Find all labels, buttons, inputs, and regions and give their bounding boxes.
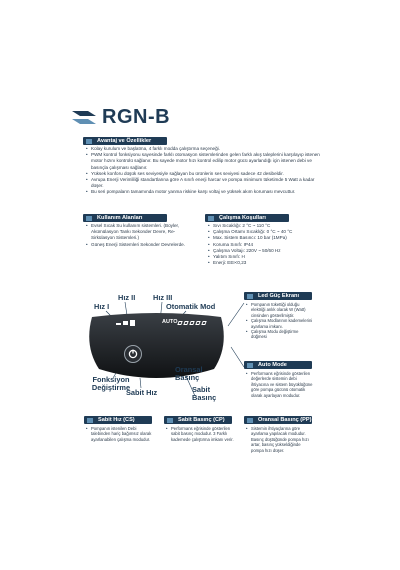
list-item: • Performans eğrisinde gösterilen değerlerde sistemin debi ihtiyacına ve sistem büyüklüğüne göre pompa gücünü otomatik olarak ayarlayan modudur.	[246, 371, 314, 398]
list-item: • Pompanın istenilen Debi talebinden hariç bağımsız olarak ayarlanabilen çalışma modudur.	[86, 426, 154, 442]
list-item: • Kolay kurulum ve başlatma, 4 farklı modda çalıştırma seçeneği.	[86, 146, 322, 152]
usage-header	[83, 214, 167, 222]
list-item: • PWM kontrol fonksiyonu sayesinde farklı otomasyon sistemlerinden gelen farklı akış taleplerini karşılayıp istenen motor hızını kontrolü sağlanır. Bu sayede motor hızı kontrol edilip motor gücü ayarlandığı için istenen debi ve basınçla çalışması sağlanır.	[86, 152, 322, 171]
list-item: • Çalışma Voltajı: 220V ~ 50/60 Hz	[208, 248, 318, 254]
section-square-icon	[247, 418, 253, 423]
label-speed-2: Hız II	[118, 293, 136, 302]
list-item: • Çalışma Modu değiştirme düğmesi	[246, 329, 314, 340]
section-square-icon	[247, 363, 253, 368]
section-square-icon	[86, 216, 92, 221]
led-header	[244, 292, 312, 300]
led-marker-2	[183, 321, 188, 325]
list-item: • Yalıtım Sınıfı: H	[208, 254, 318, 260]
section-square-icon	[86, 139, 92, 144]
led-bar-2	[123, 321, 128, 325]
usage-header-label: Kullanım Alanları	[97, 215, 143, 221]
list-item: • Yüksek konforu düşük ses seviyesiyle sağlayan bu ürünlerin ses seviyesi sadece 42 desibeldir.	[86, 171, 322, 177]
fixed-speed-header	[84, 416, 152, 424]
led-bar-1	[116, 323, 121, 325]
list-item: • Sıvı Sıcaklığı: 2 °C ~ 110 °C	[208, 223, 318, 229]
auto-led-label: AUTO	[162, 319, 178, 325]
led-marker-3	[189, 321, 194, 325]
features-header	[83, 137, 167, 145]
list-item: • Sistemin ihtiyaçlarına göre ayarlama yapılacak modudur. Basınç düştüğünde pompa hızı artar, basınç yükseldiğinde pompa hızı düşer.	[246, 426, 314, 453]
list-item: • Koruma Sınıfı: IP44	[208, 242, 318, 248]
led-pressure-markers	[178, 321, 206, 325]
fixed-pressure-header	[164, 416, 232, 424]
led-marker-5	[201, 321, 206, 325]
variable-pressure-list	[246, 426, 314, 453]
fixed-speed-header-label: Sabit Hız (CS)	[98, 417, 135, 423]
conditions-header-label: Çalışma Koşulları	[219, 215, 266, 221]
conditions-header	[205, 214, 289, 222]
led-bar-3	[130, 320, 135, 326]
label-variable-pressure: Oransal Basınç	[175, 365, 203, 382]
brand-header	[72, 106, 170, 129]
led-list	[246, 302, 314, 340]
list-item: • Çalışma Modlarının kademelerini ayarlama imkanı.	[246, 318, 314, 329]
list-item: • Performans eğrisinde gösterilen sabit basınç modudur. 3 Farklı kademede çalıştırma imkanı verir.	[166, 426, 234, 442]
led-speed-bars	[116, 320, 142, 326]
fixed-pressure-header-label: Sabit Basınç (CP)	[178, 417, 225, 423]
label-function-change: Fonksiyon Değiştirme	[91, 375, 131, 392]
features-list	[86, 146, 322, 196]
list-item: • Bu seri pompaların tamamında motor yanma riskine karşı voltaj ve yüksek akım koruması mevcuttur.	[86, 189, 322, 195]
section-square-icon	[167, 418, 173, 423]
label-fixed-pressure: Sabit Basınç	[192, 385, 217, 402]
auto-header	[244, 361, 312, 369]
label-fixed-speed: Sabit Hız	[126, 388, 158, 397]
usage-list	[86, 223, 198, 248]
conditions-list	[208, 223, 318, 266]
list-item: • Pompanın tükettiği olduğu elektriği anlık olarak W (Watt) cinsinden gösterilmiştir.	[246, 302, 314, 318]
label-speed-1: Hız I	[94, 302, 110, 311]
list-item: • Güneş Enerji Sistemleri Sekonder Devrelerde.	[86, 242, 198, 248]
auto-header-label: Auto Mode	[258, 362, 287, 368]
auto-list	[246, 371, 314, 398]
function-change-button[interactable]	[124, 345, 142, 363]
led-marker-4	[195, 321, 200, 325]
fixed-speed-list	[86, 426, 154, 442]
features-header-label: Avantaj ve Özellikler	[97, 138, 152, 144]
led-header-label: Led Güç Ekranı	[258, 293, 300, 299]
section-square-icon	[208, 216, 214, 221]
list-item: • Enerji: EEI<0,23	[208, 260, 318, 266]
section-square-icon	[247, 294, 253, 299]
led-marker-1	[177, 321, 182, 325]
fixed-pressure-list	[166, 426, 234, 442]
list-item: • Avrupa Enerji Verimliliği standartlarına göre A sınıfı enerji harcar ve pompa minimum tüketimde 5 Watt a kadar düşer.	[86, 177, 322, 189]
list-item: • Çalışma Ortamı Sıcaklığı: 0 °C ~ 40 °C	[208, 229, 318, 235]
variable-pressure-header	[244, 416, 312, 424]
list-item: • Evsel Sıcak Su kullanım sistemleri. (Boyler, Akümülasyon Tankı Sekonder Devre, Re-Sirkülasyon Sistemleri.)	[86, 223, 198, 242]
section-square-icon	[87, 418, 93, 423]
power-icon	[128, 349, 138, 359]
list-item: • Max. Sistem Basıncı: 10 bar (1MPa)	[208, 235, 318, 241]
product-title: RGN-B	[102, 106, 171, 128]
label-auto-mode: Otomatik Mod	[166, 302, 216, 311]
label-speed-3: Hız III	[153, 293, 173, 302]
variable-pressure-header-label: Oransal Basınç (PP)	[258, 417, 312, 423]
rgn-logo-icon	[72, 109, 96, 127]
